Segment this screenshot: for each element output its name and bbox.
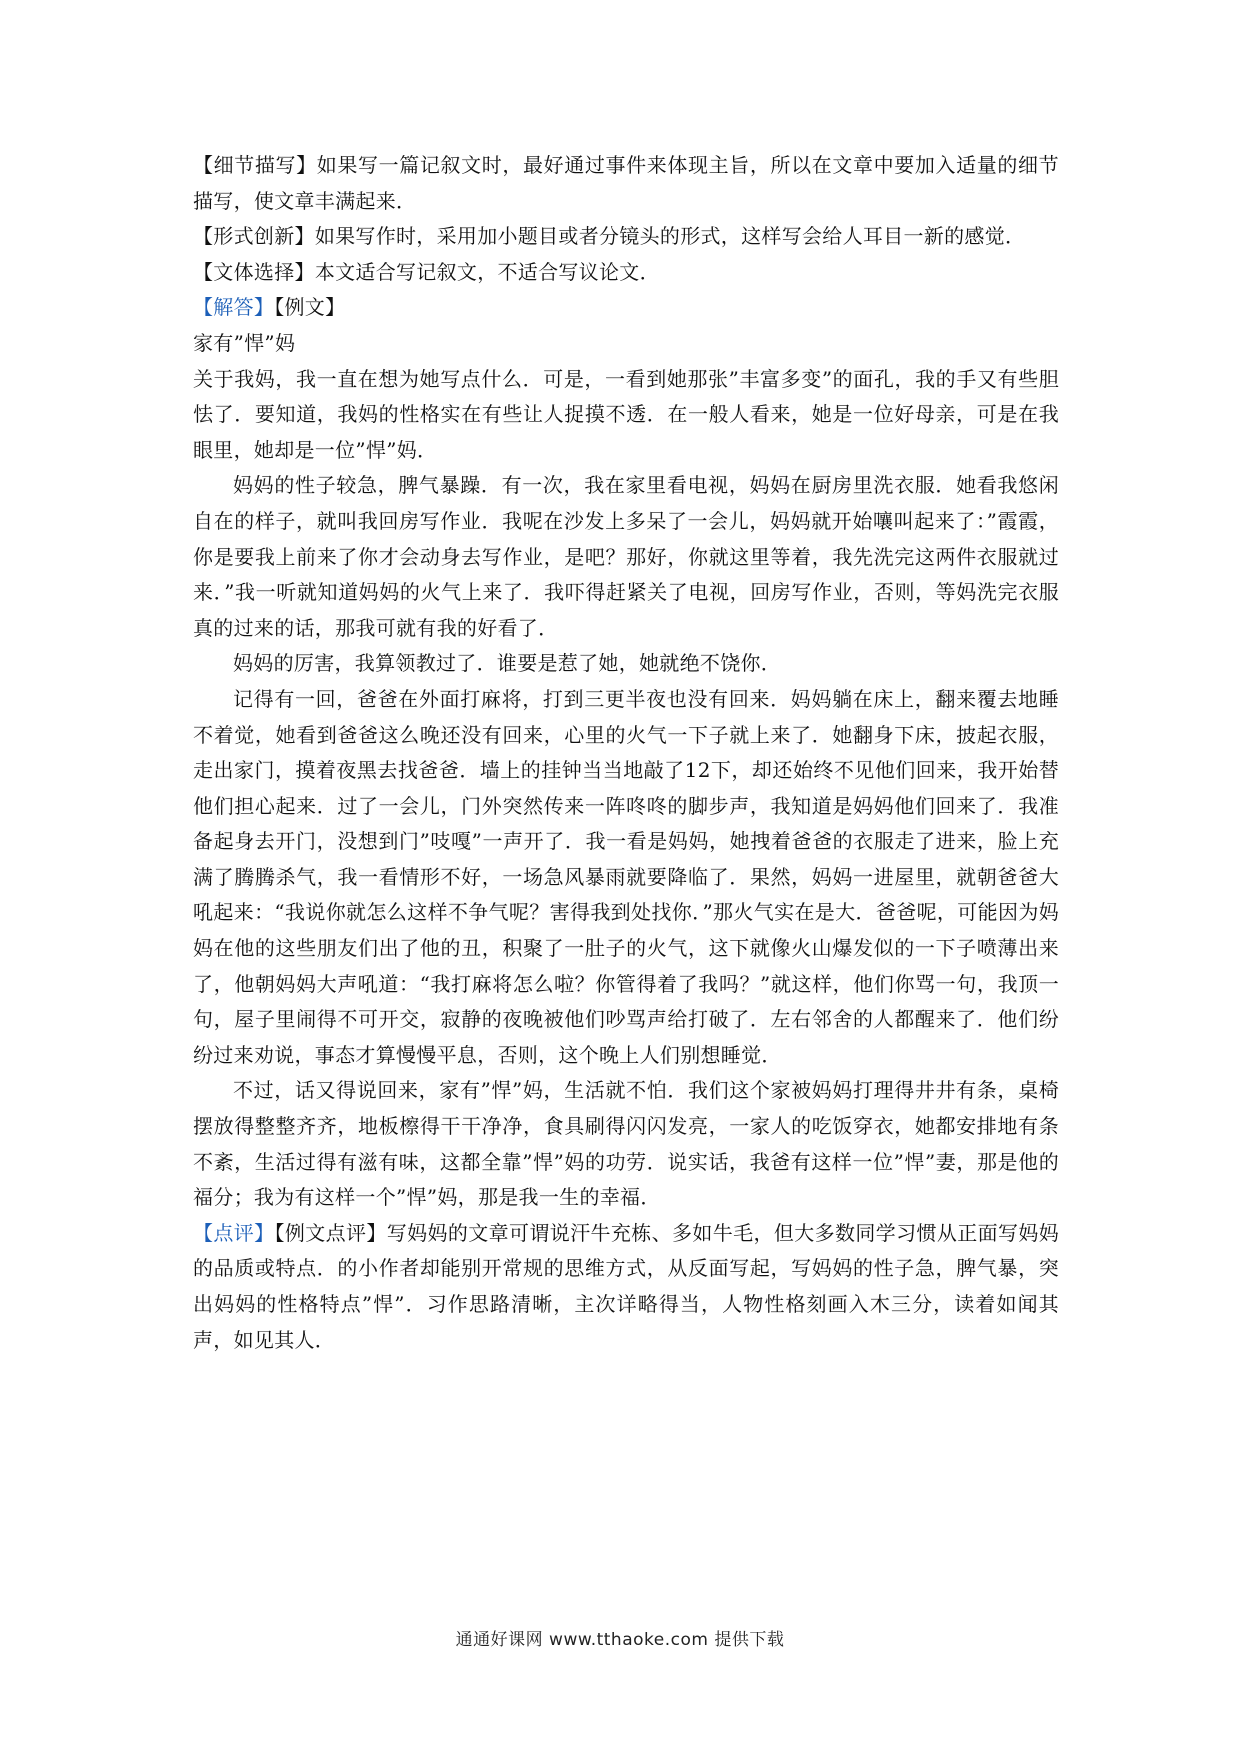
form-tag: 【形式创新】 xyxy=(193,224,315,249)
answer-heading xyxy=(193,290,1059,326)
genre-paragraph xyxy=(193,255,1059,291)
document-body xyxy=(193,148,1059,1358)
example-tag: 【例文】 xyxy=(274,295,346,320)
essay-paragraph-3: 妈妈的厉害，我算领教过了．谁要是惹了她，她就绝不饶你． xyxy=(233,651,782,676)
essay-title: 家有”悍”妈 xyxy=(193,330,296,355)
essay-paragraph-4: 记得有一回，爸爸在外面打麻将，打到三更半夜也没有回来．妈妈躺在床上，翻来覆去地睡不着觉，她看到爸爸这么晚还没有回来，心里的火气一下子就上来了．她翻身下床，披起衣服，走出家门，摸着夜黑去找爸爸．墙上的挂钟当当地敲了12下，却还始终不见他们回来，我开始替他们担心起来．过了一会儿，门外突然传来一阵咚咚的脚步声，我知道是妈妈他们回来了．我准备起身去开门，没想到门”吱嘎”一声开了．我一看是妈妈，她拽着爸爸的衣服走了进来，脸上充满了腾腾杀气，我一看情形不好，一场急风暴雨就要降临了．果然，妈妈一进屋里，就朝爸爸大吼起来：“我说你就怎么这样不争气呢？害得我到处找你．”那火气实在是大．爸爸呢，可能因为妈妈在他的这些朋友们出了他的丑，积聚了一肚子的火气，这下就像火山爆发似的一下子喷薄出来了，他朝妈妈大声吼道：“我打麻将怎么啦？你管得着了我吗？”就这样，他们你骂一句，我顶一句，屋子里闹得不可开交，寂静的夜晚被他们吵骂声给打破了．左右邻舍的人都醒来了．他们纷纷过来劝说，事态才算慢慢平息，否则，这个晚上人们别想睡觉． xyxy=(193,686,1059,1067)
essay-paragraph-1: 关于我妈，我一直在想为她写点什么．可是，一看到她那张”丰富多变”的面孔，我的手又有些胆怯了．要知道，我妈的性格实在有些让人捉摸不透．在一般人看来，她是一位好母亲，可是在我眼里，她却是一位”悍”妈． xyxy=(193,366,1059,462)
comment-sub-tag: 【例文点评】 xyxy=(274,1220,387,1245)
genre-tag: 【文体选择】 xyxy=(193,259,315,284)
detail-text: 如果写一篇记叙文时，最好通过事件来体现主旨，所以在文章中要加入适量的细节描写，使文章丰满起来． xyxy=(193,153,1059,213)
form-paragraph xyxy=(193,219,1059,255)
page-footer: 通通好课网 www.tthaoke.com 提供下载 xyxy=(455,1630,785,1650)
detail-tag: 【细节描写】 xyxy=(193,153,317,177)
essay-paragraph-5: 不过，话又得说回来，家有”悍”妈，生活就不怕．我们这个家被妈妈打理得井井有条，桌椅摆放得整整齐齐，地板檫得干干净净，食具刷得闪闪发亮，一家人的吃饭穿衣，她都安排地有条不紊，生活过得有滋有味，这都全靠”悍”妈的功劳．说实话，我爸有这样一位”悍”妻，那是他的福分；我为有这样一个”悍”妈，那是我一生的幸福． xyxy=(193,1078,1059,1210)
genre-text: 本文适合写记叙文，不适合写议论文． xyxy=(314,259,660,284)
comment-paragraph xyxy=(193,1216,1059,1358)
comment-tag: 【点评】 xyxy=(193,1220,275,1245)
comment-text: 写妈妈的文章可谓说汗牛充栋、多如牛毛，但大多数同学习惯从正面写妈妈的品质或特点．的小作者却能别开常规的思维方式，从反面写起，写妈妈的性子急，脾气暴，突出妈妈的性格特点”悍”．习作思路清晰，主次详略得当，人物性格刻画入木三分，读着如闻其声，如见其人． xyxy=(193,1220,1059,1352)
answer-tag: 【解答】 xyxy=(193,295,275,320)
detail-paragraph xyxy=(193,148,1059,219)
form-text: 如果写作时，采用加小题目或者分镜头的形式，这样写会给人耳目一新的感觉． xyxy=(314,224,1026,249)
essay-paragraph-2: 妈妈的性子较急，脾气暴躁．有一次，我在家里看电视，妈妈在厨房里洗衣服．她看我悠闲自在的样子，就叫我回房写作业．我呢在沙发上多呆了一会儿，妈妈就开始嚷叫起来了：”霞霞，你是要我上前来了你才会动身去写作业，是吧？那好，你就这里等着，我先洗完这两件衣服就过来．”我一听就知道妈妈的火气上来了．我吓得赶紧关了电视，回房写作业，否则，等妈洗完衣服真的过来的话，那我可就有我的好看了． xyxy=(193,473,1059,640)
